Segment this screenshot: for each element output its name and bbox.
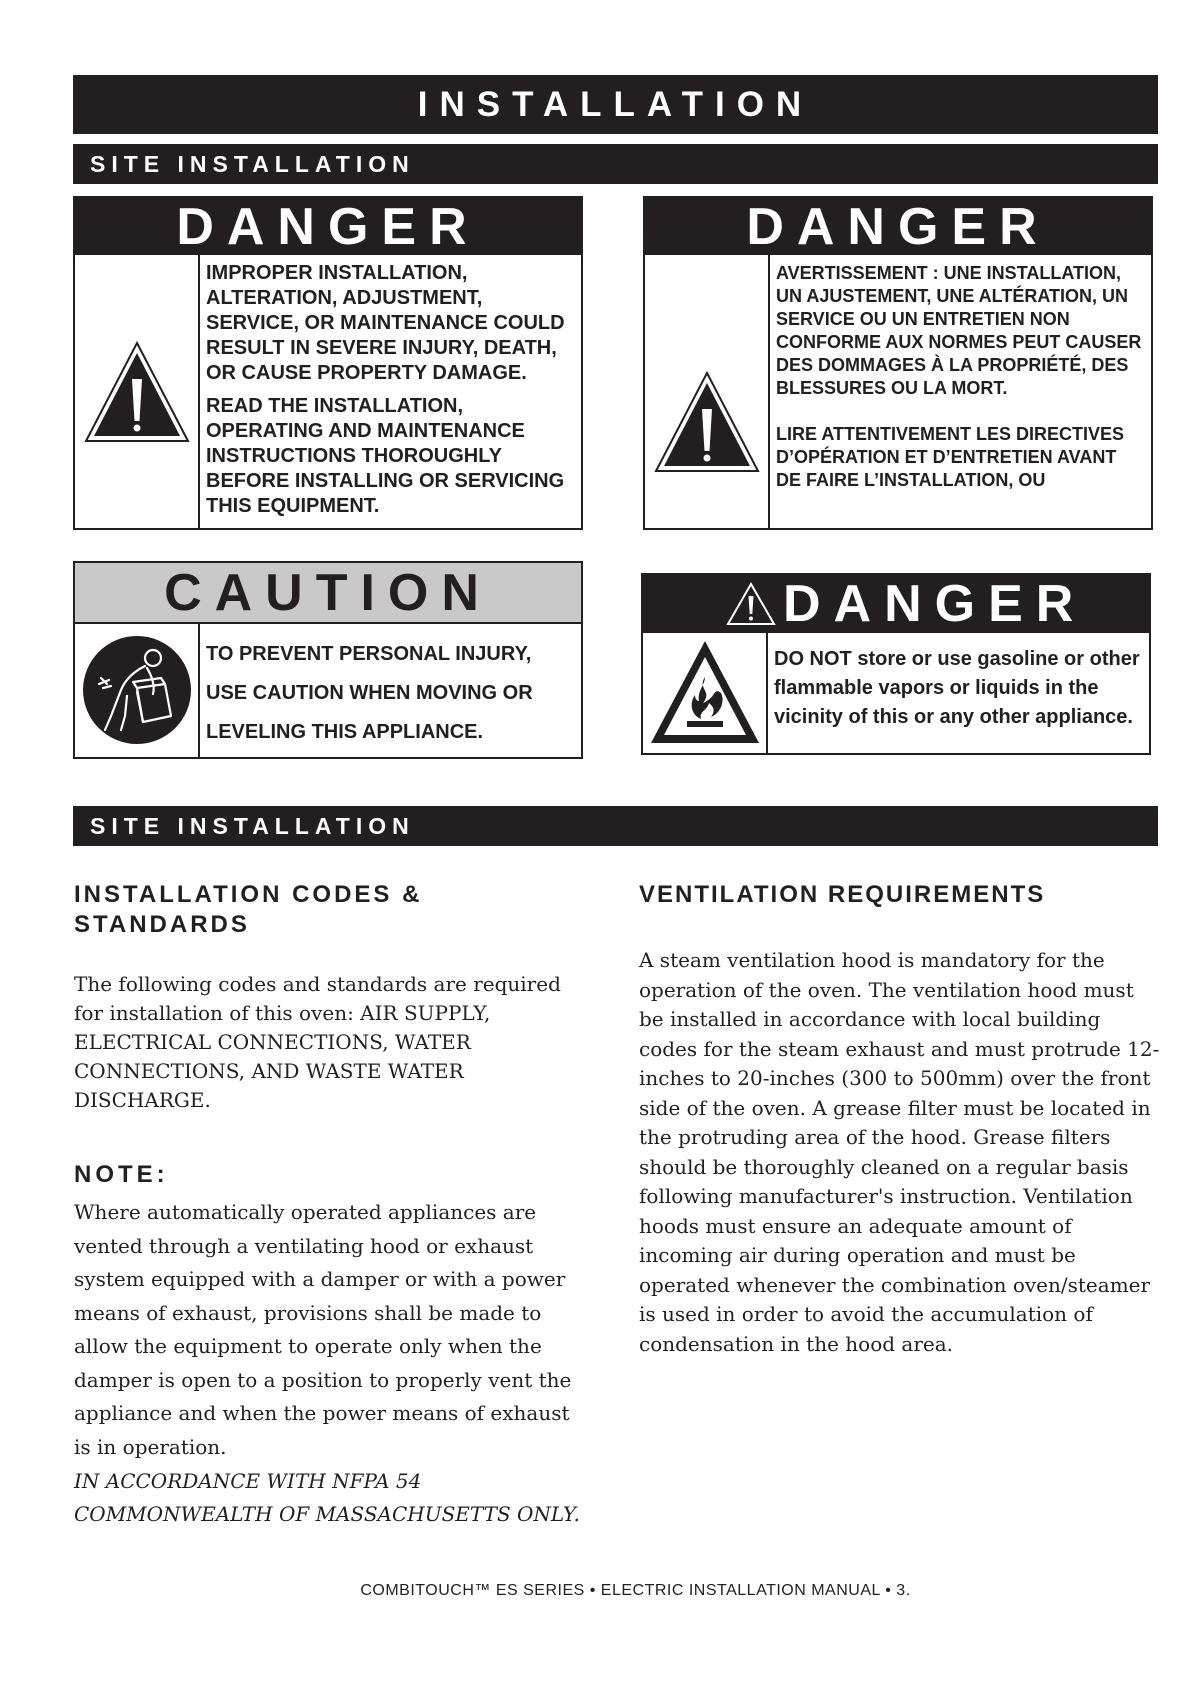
codes-standards-heading: INSTALLATION CODES & STANDARDS bbox=[74, 881, 423, 938]
codes-body: The following codes and standards are required for installation of this oven: AIR SUPPLY, ELECTRICAL CONNECTIONS, WATER CONNECTIONS, AND WASTE WATER DISCHARGE. bbox=[74, 972, 561, 1112]
danger-box-french bbox=[643, 196, 1153, 530]
danger-heading: DANGER bbox=[75, 198, 581, 255]
danger-flammable-text: DO NOT store or use gasoline or other flammable vapors or liquids in the vicinity of this or any other appliance. bbox=[774, 648, 1140, 728]
ventilation-heading: VENTILATION REQUIREMENTS bbox=[639, 881, 1046, 908]
danger-heading: DANGER bbox=[643, 575, 1149, 633]
section-title: SITE INSTALLATION bbox=[90, 150, 415, 177]
section-title: SITE INSTALLATION bbox=[90, 812, 415, 839]
page-footer: COMBITOUCH™ ES SERIES • ELECTRIC INSTALLATION MANUAL • 3. bbox=[360, 1582, 911, 1599]
danger-en-para-2: READ THE INSTALLATION, OPERATING AND MAINTENANCE INSTRUCTIONS THOROUGHLY BEFORE INSTALLING OR SERVICING THIS EQUIPMENT. bbox=[206, 395, 565, 517]
caution-heading: CAUTION bbox=[75, 563, 581, 624]
caution-line-3: LEVELING THIS APPLIANCE. bbox=[206, 721, 484, 743]
warning-triangle-icon bbox=[725, 581, 777, 627]
danger-box-flammable bbox=[641, 573, 1151, 755]
flammable-warning-icon bbox=[643, 633, 768, 753]
warning-triangle-icon bbox=[645, 255, 770, 528]
main-title-bar bbox=[73, 75, 1158, 134]
danger-box-english bbox=[73, 196, 583, 530]
caution-box bbox=[73, 561, 583, 759]
main-title: INSTALLATION bbox=[417, 84, 814, 124]
note-heading: NOTE: bbox=[74, 1161, 169, 1188]
caution-line-1: TO PREVENT PERSONAL INJURY, bbox=[206, 643, 532, 665]
section-bar-site-installation bbox=[73, 144, 1158, 184]
danger-fr-para-1: AVERTISSEMENT : UNE INSTALLATION, UN AJUSTEMENT, UNE ALTÉRATION, UN SERVICE OU UN ENTRETIEN NON CONFORME AUX NORMES PEUT CAUSER bbox=[776, 263, 1142, 352]
section-bar-site-installation-2 bbox=[73, 806, 1158, 846]
danger-en-para-1: IMPROPER INSTALLATION, ALTERATION, ADJUSTMENT, SERVICE, OR MAINTENANCE COULD RESULT IN SEVERE INJURY, DEATH, OR CAUSE PROPERTY DAMAGE. bbox=[206, 262, 565, 384]
lifting-hazard-icon bbox=[75, 622, 200, 757]
note-body: Where automatically operated appliances are vented through a ventilating hood or exhaust system equipped with a damper or with a power means of exhaust, provisions shall be made to allow the equipment to operate only when the damper is open to a position to properly vent the appliance and when the power means of exhaust is in operation. bbox=[74, 1200, 572, 1459]
nfpa-note: IN ACCORDANCE WITH NFPA 54 COMMONWEALTH OF MASSACHUSETTS ONLY. bbox=[74, 1469, 580, 1526]
caution-line-2: USE CAUTION WHEN MOVING OR bbox=[206, 682, 533, 704]
danger-fr-para-3: LIRE ATTENTIVEMENT LES DIRECTIVES D’OPÉRATION ET D’ENTRETIEN AVANT DE FAIRE L’INSTALLATION, OU bbox=[776, 424, 1125, 490]
danger-heading: DANGER bbox=[645, 198, 1151, 255]
danger-fr-para-2: DES DOMMAGES À LA PROPRIÉTÉ, DES BLESSURES OU LA MORT. bbox=[776, 355, 1129, 398]
warning-triangle-icon bbox=[75, 255, 200, 528]
ventilation-body: A steam ventilation hood is mandatory for the operation of the oven. The ventilation hood must be installed in accordance with local building codes for the steam exhaust and must protrude 12-inches to 20-inches (300 to 500mm) over the front side of the oven. A grease filter must be located in the protruding area of the hood. Grease filters should be thoroughly cleaned on a regular basis following manufacturer's instruction. Ventilation hoods must ensure an adequate amount of incoming air during operation and must be operated whenever the combination oven/steamer is used in order to avoid the accumulation of condensation in the hood area. bbox=[639, 948, 1160, 1356]
